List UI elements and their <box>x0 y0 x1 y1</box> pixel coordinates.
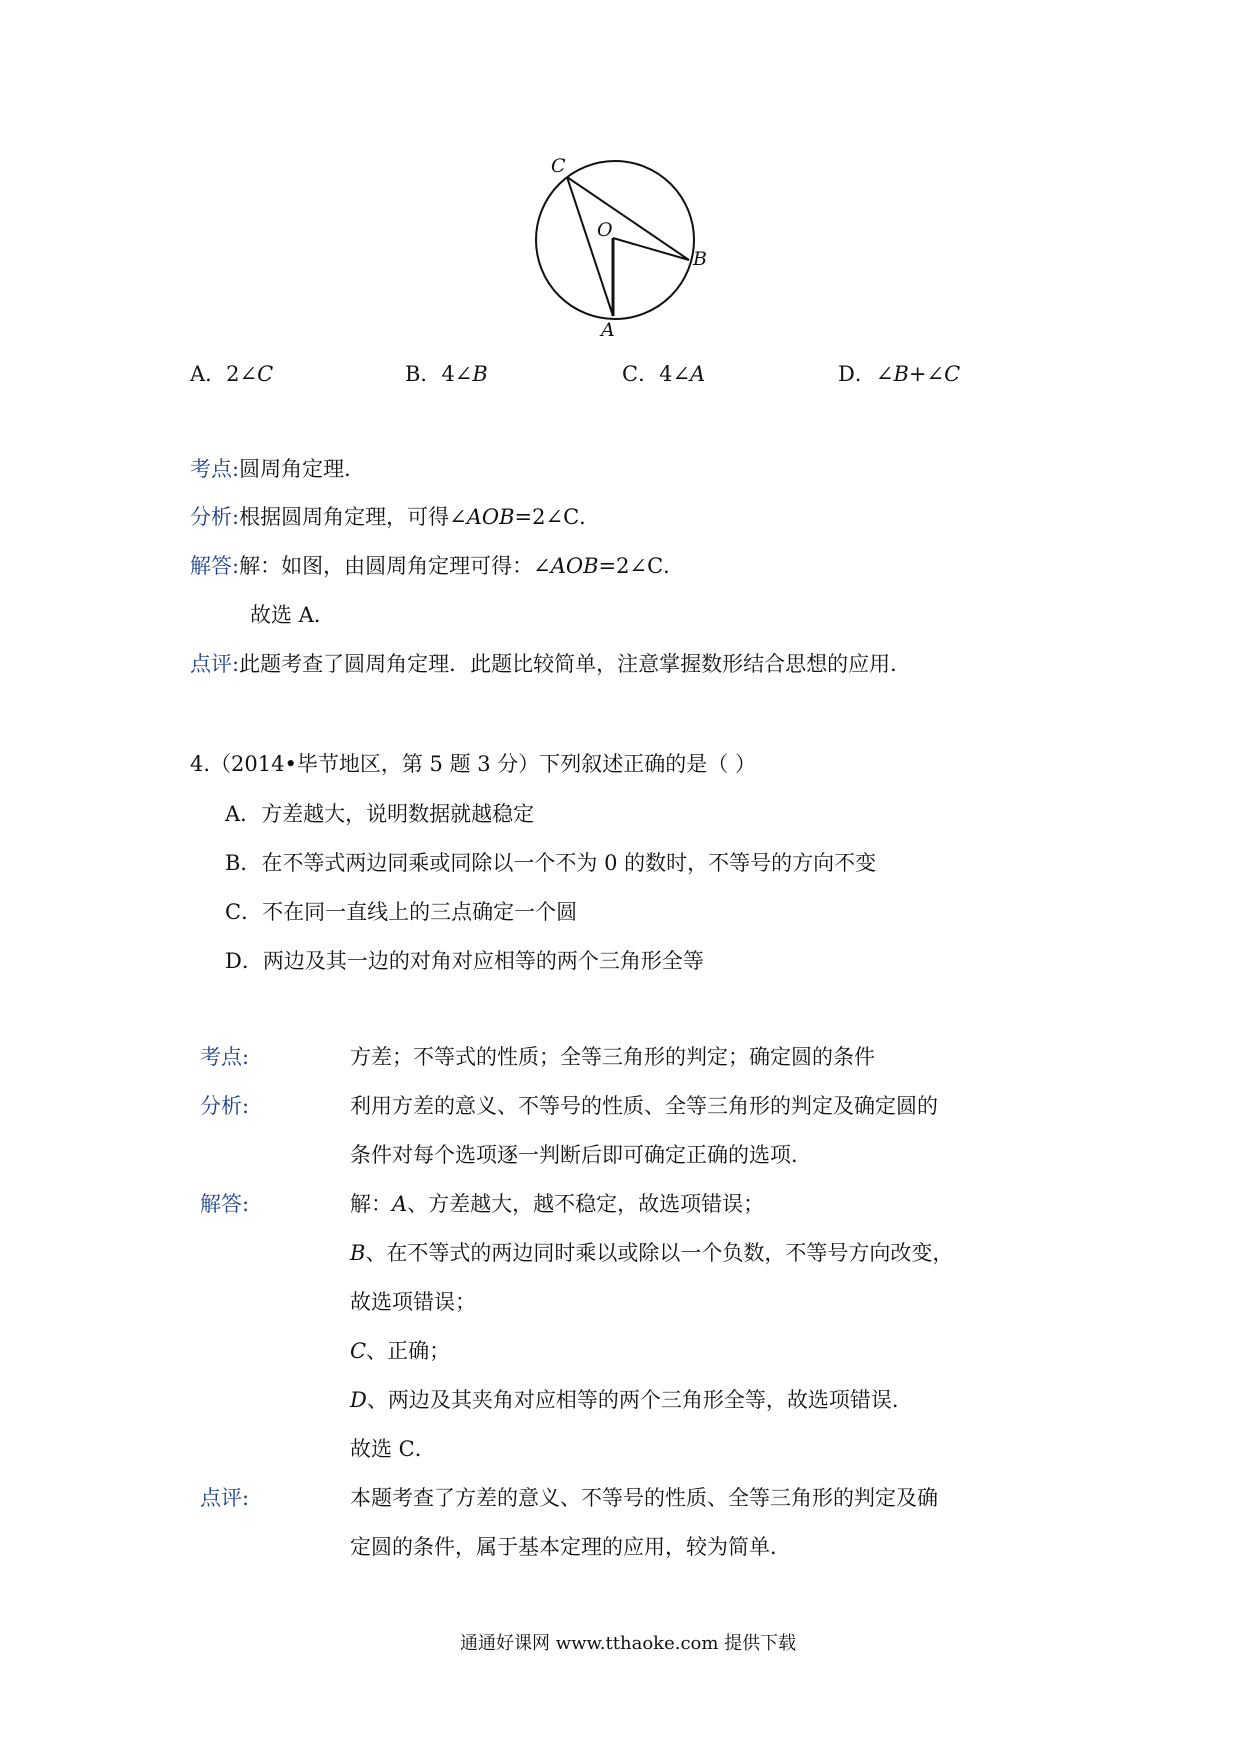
q4-stem: 4.（2014•毕节地区，第 5 题 3 分）下列叙述正确的是（ ） <box>190 752 756 776</box>
point-label-C: C <box>551 155 566 177</box>
q3-dianping: 点评:此题考查了圆周角定理．此题比较简单，注意掌握数形结合思想的应用． <box>190 652 912 676</box>
q3-kaodian: 考点:圆周角定理． <box>190 457 366 481</box>
q3-option-a[interactable]: A．2∠C <box>190 362 274 386</box>
q4-fenxi-line2: 条件对每个选项逐一判断后即可确定正确的选项． <box>350 1143 812 1167</box>
q4-option-d[interactable]: D．两边及其一边的对角对应相等的两个三角形全等 <box>225 949 704 973</box>
segment-OB <box>613 238 689 260</box>
q3-option-b[interactable]: B．4∠B <box>405 362 488 386</box>
circle-geometry-figure <box>525 150 725 350</box>
segment-CA <box>567 177 613 316</box>
q3-option-c[interactable]: C．4∠A <box>622 362 706 386</box>
q4-jieda-line4: C、正确； <box>350 1339 451 1363</box>
q3-jieda: 解答:解：如图，由圆周角定理可得：∠AOB=2∠C． <box>190 554 685 578</box>
q4-dianping-line2: 定圆的条件，属于基本定理的应用，较为简单． <box>350 1535 791 1559</box>
q4-jieda-line2: B、在不等式的两边同时乘以或除以一个负数，不等号方向改变， <box>350 1241 954 1265</box>
q4-jieda-line1: 解：A、方差越大，越不稳定，故选项错误； <box>350 1192 765 1216</box>
q3-option-d[interactable]: D．∠B+∠C <box>838 362 961 386</box>
q4-option-b[interactable]: B．在不等式两边同乘或同除以一个不为 0 的数时，不等号的方向不变 <box>225 851 877 875</box>
q4-fenxi-line1: 利用方差的意义、不等号的性质、全等三角形的判定及确定圆的 <box>350 1094 938 1118</box>
q3-fenxi: 分析:根据圆周角定理，可得∠AOB=2∠C． <box>190 505 601 529</box>
circle <box>536 161 694 319</box>
q4-dianping-label: 点评: <box>200 1486 250 1510</box>
q4-dianping-line1: 本题考查了方差的意义、不等号的性质、全等三角形的判定及确 <box>350 1486 938 1510</box>
q4-kaodian-text: 方差；不等式的性质；全等三角形的判定；确定圆的条件 <box>350 1045 875 1069</box>
page-footer: 通通好课网 www.tthaoke.com 提供下载 <box>460 1633 797 1654</box>
q4-jieda-label: 解答: <box>200 1192 250 1216</box>
point-label-B: B <box>693 248 707 270</box>
q4-option-c[interactable]: C．不在同一直线上的三点确定一个圆 <box>225 900 578 924</box>
point-label-O: O <box>597 219 613 241</box>
q4-option-a[interactable]: A．方差越大，说明数据就越稳定 <box>225 802 535 826</box>
q3-jieda-line2: 故选 A． <box>250 603 335 627</box>
q4-fenxi-label: 分析: <box>200 1094 250 1118</box>
q4-jieda-line6: 故选 C． <box>350 1437 436 1461</box>
q4-kaodian-label: 考点: <box>200 1045 250 1069</box>
point-label-A: A <box>601 319 615 341</box>
q4-jieda-line5: D、两边及其夹角对应相等的两个三角形全等，故选项错误． <box>350 1388 913 1412</box>
segment-CB <box>567 177 689 260</box>
q4-jieda-line3: 故选项错误； <box>350 1290 476 1314</box>
